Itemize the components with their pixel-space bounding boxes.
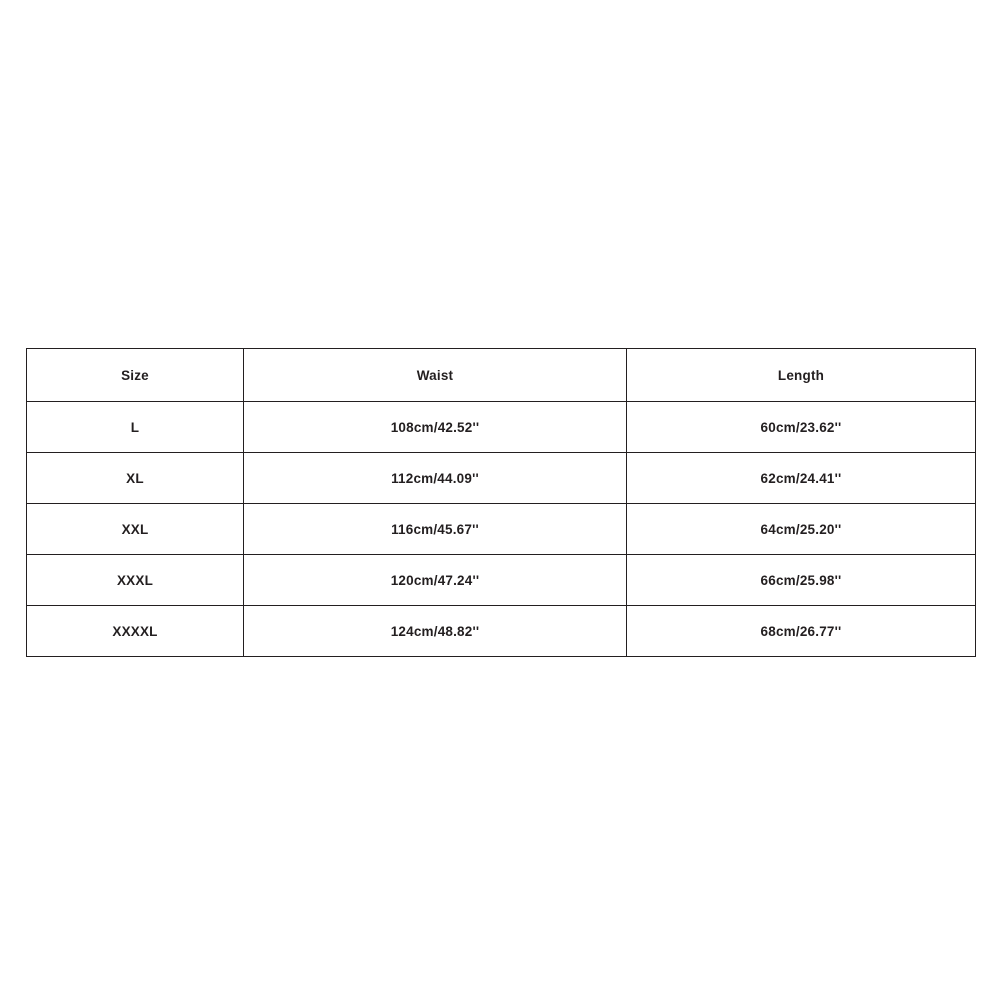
cell-length: 60cm/23.62'' xyxy=(627,402,976,453)
cell-size: XXXXL xyxy=(27,606,244,657)
table-header xyxy=(27,349,976,402)
cell-waist: 120cm/47.24'' xyxy=(244,555,627,606)
table-row xyxy=(27,402,976,453)
cell-length: 68cm/26.77'' xyxy=(627,606,976,657)
cell-waist: 116cm/45.67'' xyxy=(244,504,627,555)
cell-size: XL xyxy=(27,453,244,504)
cell-waist: 108cm/42.52'' xyxy=(244,402,627,453)
cell-waist: 112cm/44.09'' xyxy=(244,453,627,504)
table-row xyxy=(27,606,976,657)
table-row xyxy=(27,504,976,555)
table-row xyxy=(27,555,976,606)
cell-size: XXXL xyxy=(27,555,244,606)
cell-waist: 124cm/48.82'' xyxy=(244,606,627,657)
column-header-size: Size xyxy=(27,349,244,402)
cell-length: 62cm/24.41'' xyxy=(627,453,976,504)
cell-size: L xyxy=(27,402,244,453)
cell-length: 66cm/25.98'' xyxy=(627,555,976,606)
column-header-waist: Waist xyxy=(244,349,627,402)
column-header-length: Length xyxy=(627,349,976,402)
cell-length: 64cm/25.20'' xyxy=(627,504,976,555)
size-chart-table xyxy=(26,348,976,657)
table-header-row xyxy=(27,349,976,402)
table-body xyxy=(27,402,976,657)
table-row xyxy=(27,453,976,504)
cell-size: XXL xyxy=(27,504,244,555)
